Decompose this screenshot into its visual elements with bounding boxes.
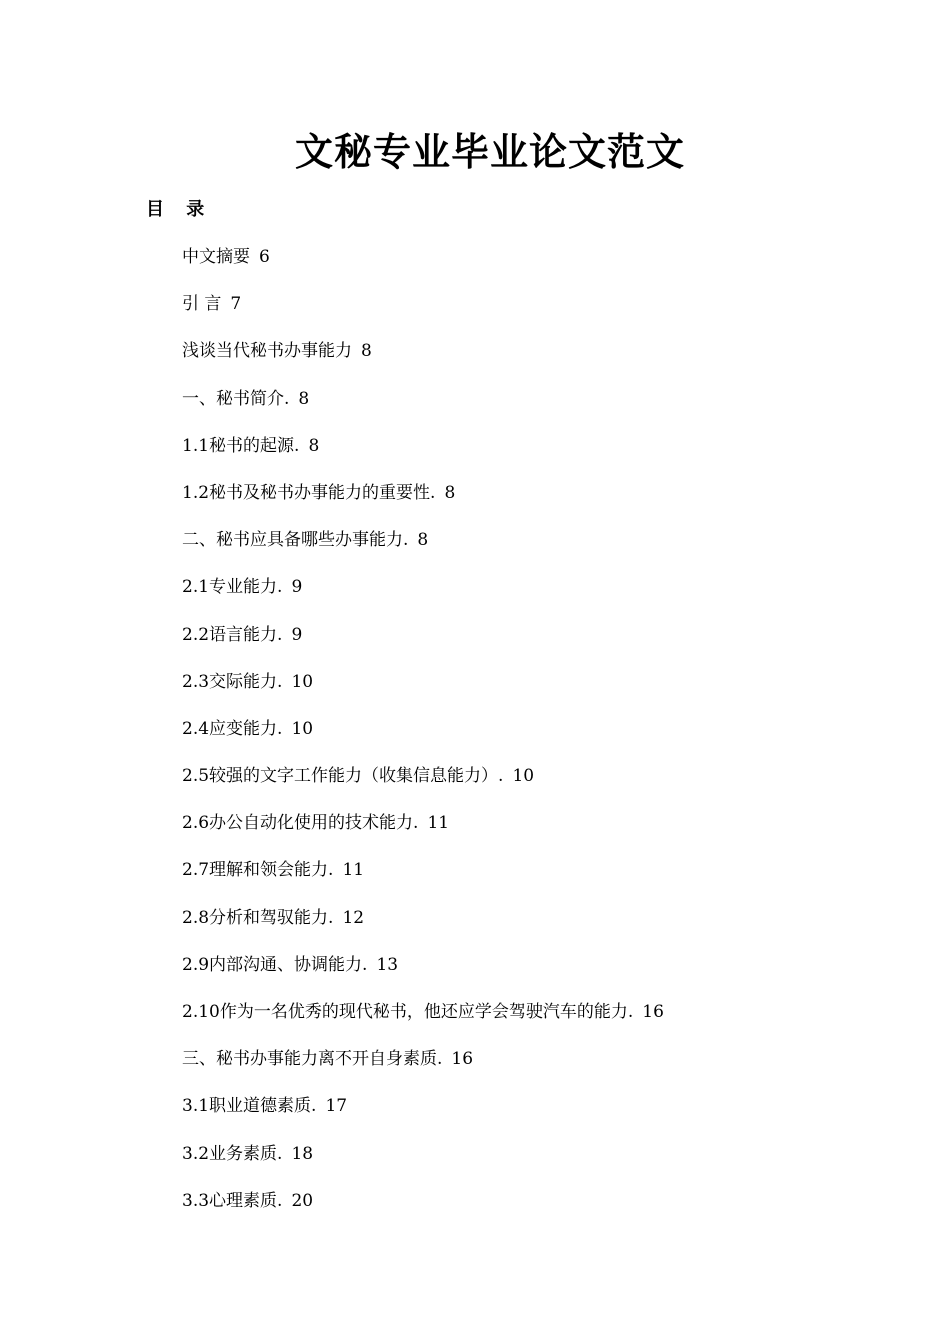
toc-item (182, 857, 664, 904)
toc-item-page: 10 (291, 718, 314, 739)
toc-item-text: 3.2业务素质. (182, 1143, 283, 1164)
toc-item (182, 1188, 664, 1235)
toc-item (182, 1141, 664, 1188)
toc-item-page: 9 (291, 624, 303, 645)
toc-item-text: 3.1职业道德素质. (182, 1096, 317, 1117)
toc-item-text: 2.1专业能力. (182, 577, 283, 598)
toc-item (182, 1093, 664, 1140)
toc-item-page: 20 (291, 1190, 314, 1211)
toc-item (182, 338, 664, 385)
toc-heading: 目 录 (146, 199, 213, 220)
toc-item-text: 2.3交际能力. (182, 671, 283, 692)
toc-item-page: 18 (291, 1143, 314, 1164)
toc-item (182, 433, 664, 480)
toc-item-text: 2.4应变能力. (182, 718, 283, 739)
toc-item-page: 9 (291, 577, 303, 598)
toc-item-page: 7 (230, 294, 242, 315)
toc-item-text: 2.9内部沟通、协调能力. (182, 954, 368, 975)
toc-item (182, 622, 664, 669)
toc-item-text: 引 言 (182, 294, 222, 315)
toc-item (182, 999, 664, 1046)
toc-item-text: 2.6办公自动化使用的技术能力. (182, 813, 419, 834)
toc-item-text: 3.3心理素质. (182, 1190, 283, 1211)
toc-item (182, 480, 664, 527)
toc-item-page: 8 (444, 482, 456, 503)
toc-item-text: 2.7理解和领会能力. (182, 860, 334, 881)
toc-item-page: 8 (298, 388, 310, 409)
toc-item (182, 386, 664, 433)
toc-item-text: 2.5较强的文字工作能力（收集信息能力）. (182, 766, 504, 787)
toc-item-text: 二、秘书应具备哪些办事能力. (182, 530, 409, 551)
toc-item (182, 669, 664, 716)
toc-item (182, 574, 664, 621)
toc-item-text: 浅谈当代秘书办事能力 (182, 341, 352, 362)
toc-item-text: 三、秘书办事能力离不开自身素质. (182, 1049, 443, 1070)
toc-item-page: 8 (361, 341, 372, 362)
toc-item (182, 810, 664, 857)
toc-item (182, 1046, 664, 1093)
toc-item-page: 16 (642, 1002, 664, 1022)
toc-item-page: 6 (259, 247, 270, 267)
toc-item-page: 16 (451, 1049, 474, 1070)
toc-item (182, 244, 664, 291)
toc-item-text: 2.8分析和驾驭能力. (182, 907, 334, 928)
toc-item (182, 291, 664, 338)
toc-item-page: 12 (342, 907, 365, 928)
toc-item-page: 8 (308, 435, 320, 456)
toc-item (182, 527, 664, 574)
toc-item-page: 10 (512, 766, 535, 787)
toc-item-text: 2.2语言能力. (182, 624, 283, 645)
toc-item-text: 一、秘书简介. (182, 388, 290, 409)
toc-item-text: 中文摘要 (182, 247, 250, 267)
toc-item-page: 13 (376, 954, 399, 975)
toc-item-page: 11 (342, 860, 365, 881)
toc-item (182, 905, 664, 952)
toc-item (182, 952, 664, 999)
toc-item-page: 11 (427, 813, 450, 834)
toc-item-text: 1.2秘书及秘书办事能力的重要性. (182, 482, 436, 503)
document-title: 文秘专业毕业论文范文 (294, 129, 685, 174)
toc-item-text: 1.1秘书的起源. (182, 435, 300, 456)
toc-item-page: 10 (291, 671, 314, 692)
toc-item-page: 17 (325, 1096, 348, 1117)
toc-item-text: 2.10作为一名优秀的现代秘书，他还应学会驾驶汽车的能力. (182, 1002, 634, 1022)
toc-item (182, 716, 664, 763)
toc-item (182, 763, 664, 810)
toc-item-page: 8 (417, 530, 429, 551)
toc-list (182, 244, 664, 1235)
